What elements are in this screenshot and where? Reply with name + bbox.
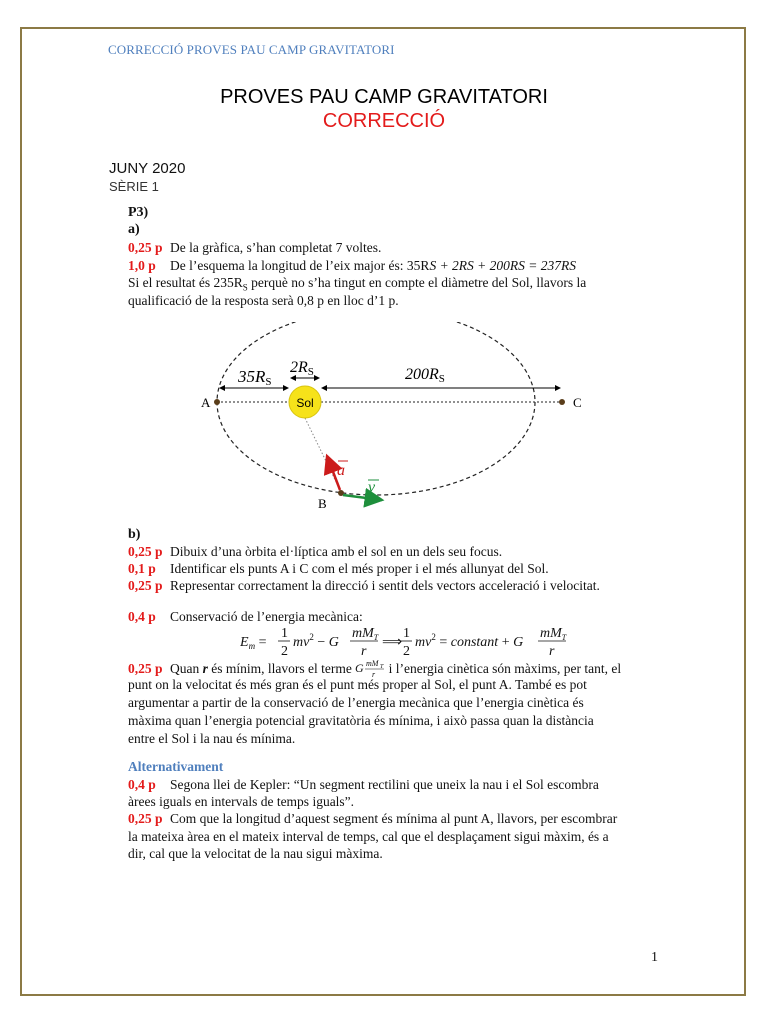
reason-line-3: dir, cal que la velocitat de la nau sigui màxima. (128, 846, 383, 861)
exam-session: JUNY 2020 (109, 160, 186, 177)
svg-text:mv2 = constant + G: $mv^2$ = constant + G (415, 632, 524, 650)
svg-text:1: 1 (281, 626, 288, 641)
svg-text:mMT: $mM_T$ (540, 626, 567, 642)
svg-text:r: r (372, 670, 376, 679)
item-text: i l’energia cinètica són màxims, per tant, el (385, 661, 622, 676)
svg-text:1: 1 (403, 626, 410, 641)
points-badge: 0,4 p (128, 609, 156, 624)
svg-text:2: 2 (403, 644, 410, 659)
note-text-rest: perquè no s’ha tingut en compte el diàmetre del Sol, llavors la (247, 275, 587, 290)
item-text: Identificar els punts A i C com el més proper i el més allunyat del Sol. (170, 561, 549, 576)
svg-text:⟹: ⟹ (382, 635, 403, 650)
running-header: CORRECCIÓ PROVES PAU CAMP GRAVITATORI (108, 42, 395, 57)
label-c: C (573, 395, 582, 410)
item-text: Quan (170, 661, 203, 676)
label-2rs: 2RS (290, 359, 314, 378)
problem-label: P3) (128, 205, 149, 220)
minimum-item-line-4: màxima quan l’energia potencial gravitatòria és mínima, i això passa quan la distància (128, 713, 594, 728)
svg-text:mM: mM (366, 659, 379, 668)
item-math: S + 2RS + 200RS = 237RS (429, 258, 577, 273)
points-badge: 0,25 p (128, 544, 163, 559)
point-a-dot (214, 399, 220, 405)
points-badge: 0,25 p (128, 811, 163, 826)
label-35rs: 35RS (238, 367, 272, 388)
item-text: Conservació de l’energia mecànica: (170, 609, 363, 624)
item-text: De la gràfica, s’han completat 7 voltes. (170, 240, 382, 255)
page-number: 1 (651, 950, 658, 965)
velocity-vector (343, 495, 382, 500)
svg-text:r: r (549, 644, 555, 659)
reason-line-2: la mateixa àrea en el mateix interval de temps, cal que el desplaçament sigui màxim, és a (128, 829, 609, 844)
kepler-line-2: àrees iguals en intervals de temps iguals”. (128, 794, 355, 809)
item-text: Dibuix d’una òrbita el·líptica amb el sol en un dels seu focus. (170, 544, 503, 559)
label-vec-v: v (368, 479, 376, 496)
points-badge: 1,0 p (128, 258, 156, 273)
math-r: r (202, 661, 208, 676)
points-badge: 0,25 p (128, 578, 163, 593)
point-c-dot (559, 399, 565, 405)
kepler-line-1 (128, 777, 599, 793)
points-badge: 0,4 p (128, 777, 156, 792)
svg-text:T: T (380, 664, 384, 670)
item-text: és mínim, llavors el terme (207, 661, 356, 676)
part-b-item-2 (128, 561, 549, 577)
item-text: Com que la longitud d’aquest segment és mínima al punt A, llavors, per escombrar (170, 811, 618, 826)
minimum-item-line-3: argumentar a partir de la conservació de l’energia mecànica que l’energia cinètica és (128, 695, 584, 710)
part-a-note-line-1 (128, 275, 586, 293)
part-a-note-line-2: qualificació de la resposta serà 0,8 p en lloc d’1 p. (128, 293, 399, 308)
svg-text:Em =: $E_m$ = (240, 635, 267, 651)
points-badge: 0,25 p (128, 240, 163, 255)
points-badge: 0,25 p (128, 661, 163, 676)
item-text: Representar correctament la direcció i sentit dels vectors acceleració i velocitat. (170, 578, 600, 593)
label-a: A (201, 395, 211, 410)
conservation-item (128, 609, 363, 625)
svg-text:r: r (361, 644, 367, 659)
part-a-item-1 (128, 240, 381, 256)
exam-series: SÈRIE 1 (109, 179, 159, 194)
alternative-heading: Alternativament (128, 759, 224, 774)
part-b-item-1 (128, 544, 502, 560)
svg-text:2: 2 (281, 644, 288, 659)
part-b-item-3 (128, 578, 600, 594)
page-title: PROVES PAU CAMP GRAVITATORI (220, 86, 548, 108)
part-a-item-2 (128, 258, 576, 274)
item-text: De l’esquema la longitud de l’eix major és: 35R (170, 258, 430, 273)
part-a-label: a) (128, 222, 140, 237)
points-badge: 0,1 p (128, 561, 156, 576)
note-text: Si el resultat és 235R (128, 275, 243, 290)
label-b: B (318, 496, 327, 511)
page-subtitle: CORRECCIÓ (322, 110, 446, 132)
svg-text:mv2 − G: $mv^2 - G$ (293, 632, 339, 650)
svg-text:G: G (355, 661, 364, 675)
minimum-item-line-5: entre el Sol i la nau és mínima. (128, 731, 296, 746)
svg-text:mMT: $mM_T$ (352, 626, 379, 642)
label-vec-a: a (337, 462, 345, 479)
orbit-ellipse (217, 322, 535, 495)
sun-label: Sol (296, 396, 314, 410)
energy-formula (240, 624, 570, 660)
item-text: Segona llei de Kepler: “Un segment rectilini que uneix la nau i el Sol escombra (170, 777, 599, 792)
reason-line-1 (128, 811, 617, 827)
note-sub: S (242, 282, 248, 293)
label-200rs: 200RS (405, 366, 445, 385)
part-b-label: b) (128, 527, 141, 542)
minimum-item-line-2: punt on la velocitat és més gran és el punt més proper al Sol, el punt A. També es pot (128, 677, 587, 692)
orbit-diagram (190, 322, 600, 518)
